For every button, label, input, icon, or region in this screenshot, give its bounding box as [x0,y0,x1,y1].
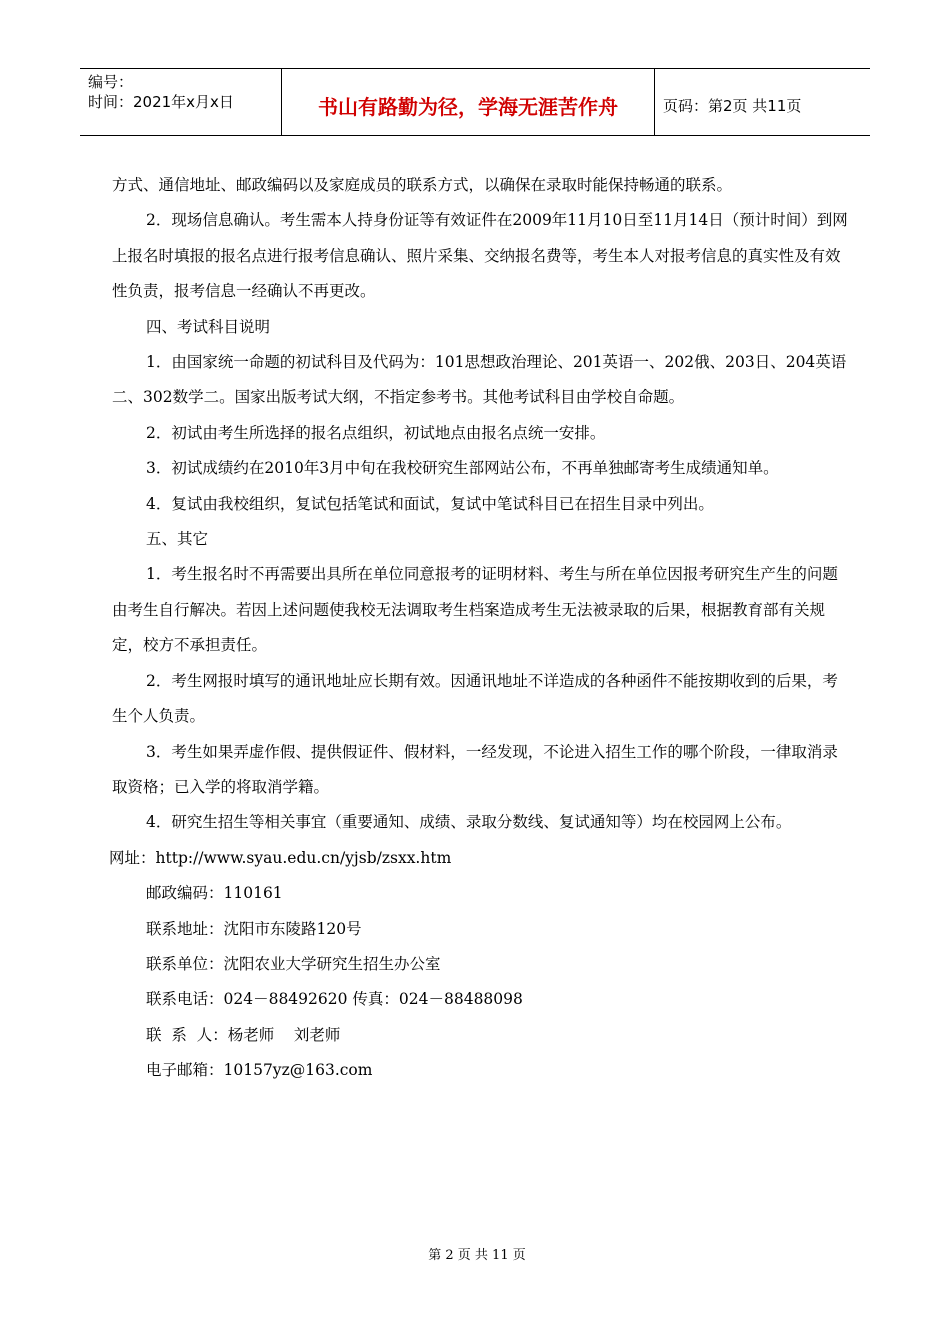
paragraph-continuation: 方式、通信地址、邮政编码以及家庭成员的联系方式，以确保在录取时能保持畅通的联系。 [112,176,733,194]
website-line: 网址：http://www.syau.edu.cn/yjsb/zsxx.htm [109,848,452,867]
paragraph: 2．现场信息确认。考生需本人持身份证等有效证件在2009年11月10日至11月14日（预计时间）到网上报名时填报的报名点进行报考信息确认、照片采集、交纳报名费等，考生本人对报考信息的真实性及有效性负责，报考信息一经确认不再更改。 [112,211,848,301]
document-body [109,168,850,1089]
paragraph: 3．初试成绩约在2010年3月中旬在我校研究生部网站公布，不再单独邮寄考生成绩通知单。 [146,459,779,478]
time-label: 时间：2021年x月x日 [88,93,234,111]
serial-label: 编号： [88,73,134,91]
header-table [80,68,870,136]
paragraph: 1．考生报名时不再需要出具所在单位同意报考的证明材料、考生与所在单位因报考研究生产生的问题由考生自行解决。若因上述问题使我校无法调取考生档案造成考生无法被录取的后果，根据教育部有关规定，校方不承担责任。 [112,565,838,655]
contact-unit: 联系单位：沈阳农业大学研究生招生办公室 [146,954,441,973]
paragraph: 4．复试由我校组织，复试包括笔试和面试，复试中笔试科目已在招生目录中列出。 [146,494,714,513]
paragraph: 4．研究生招生等相关事宜（重要通知、成绩、录取分数线、复试通知等）均在校园网上公布。 [146,813,792,832]
paragraph: 2．初试由考生所选择的报名点组织，初试地点由报名点统一安排。 [146,423,606,442]
paragraph: 1．由国家统一命题的初试科目及代码为：101思想政治理论、201英语一、202俄、203日、204英语二、302数学二。国家出版考试大纲，不指定参考书。其他考试科目由学校自命题。 [112,353,847,407]
contact-postcode: 邮政编码：110161 [146,884,283,903]
motto: 书山有路勤为径，学海无涯苦作舟 [282,69,655,135]
contact-email: 电子邮箱：10157yz@163.com [146,1061,373,1080]
section-heading-exam-subjects: 四、考试科目说明 [146,317,271,336]
section-heading-other: 五、其它 [146,530,209,549]
paragraph: 3．考生如果弄虚作假、提供假证件、假材料，一经发现，不论进入招生工作的哪个阶段，一律取消录取资格；已入学的将取消学籍。 [112,742,838,796]
contact-address: 联系地址：沈阳市东陵路120号 [146,919,362,938]
header-meta-cell [80,69,282,135]
paragraph: 2．考生网报时填写的通讯地址应长期有效。因通讯地址不详造成的各种函件不能按期收到的后果，考生个人负责。 [112,671,838,726]
page-footer: 第 2 页 共 11 页 [428,1248,526,1263]
contact-phone-fax: 联系电话：024－88492620 传真：024－88488098 [146,990,523,1009]
contact-person: 联 系 人：杨老师 刘老师 [146,1025,341,1044]
page-info: 页码：第2页 共11页 [663,96,802,115]
